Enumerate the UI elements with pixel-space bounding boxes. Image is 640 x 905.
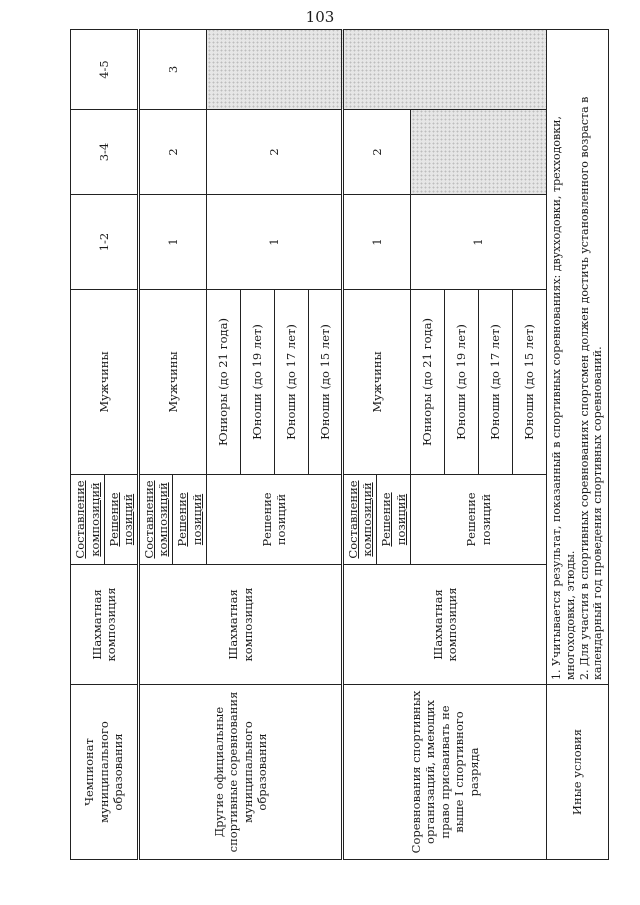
type-cell: Решение позиций <box>377 475 411 565</box>
place-cell: 2 <box>343 110 411 195</box>
table-stage <box>70 30 605 860</box>
youth-group: Юноши (до 17 лет) <box>479 290 513 475</box>
youth-group: Юноши (до 15 лет) <box>513 290 547 475</box>
competition-name: Другие официальные спортивные соревнования муниципального образования <box>139 685 343 860</box>
type-cell: Решение позиций <box>207 475 343 565</box>
qualification-table <box>70 29 609 860</box>
note-2: 2. Для участия в спортивных соревнованиях спортсмен должен достичь установленного возраста в календарный год проведения спортивных соревнований. <box>577 96 605 680</box>
place-cell: 1 <box>343 195 411 290</box>
discipline-cell: Шахматная композиция <box>343 565 547 685</box>
table-row <box>547 30 609 860</box>
other-conditions-label: Иные условия <box>547 685 609 860</box>
note-1: 1. Учитывается результат, показанный в спортивных соревнованиях: двухходовки, трехходовки, многоходовки, этюды. <box>550 116 577 680</box>
group-cell: Мужчины <box>139 290 207 475</box>
discipline-cell: Шахматная композиция <box>71 565 139 685</box>
place-cell: 1 <box>207 195 343 290</box>
rotated-sheet <box>70 30 605 860</box>
competition-name: Чемпионат муниципального образования <box>71 685 139 860</box>
place-cell: 2 <box>139 110 207 195</box>
youth-group: Юноши (до 17 лет) <box>275 290 309 475</box>
discipline-cell: Шахматная композиция <box>139 565 343 685</box>
type-cell: Решение позиций <box>411 475 547 565</box>
youth-group: Юниоры (до 21 года) <box>207 290 241 475</box>
group-cell: Мужчины <box>71 290 139 475</box>
page-number: 103 <box>305 8 335 26</box>
place-cell: 3-4 <box>71 110 139 195</box>
table-row <box>139 30 173 860</box>
type-cell: Решение позиций <box>105 475 139 565</box>
empty-hatched-cell <box>207 30 343 110</box>
type-cell: Составление композиций <box>343 475 377 565</box>
youth-group: Юноши (до 15 лет) <box>309 290 343 475</box>
place-cell: 1 <box>411 195 547 290</box>
group-cell: Мужчины <box>343 290 411 475</box>
type-cell: Составление композиций <box>139 475 173 565</box>
place-cell: 4-5 <box>71 30 139 110</box>
place-cell: 1-2 <box>71 195 139 290</box>
other-conditions-notes <box>547 30 609 685</box>
empty-hatched-cell <box>343 30 547 110</box>
youth-group: Юноши (до 19 лет) <box>445 290 479 475</box>
place-cell: 3 <box>139 30 207 110</box>
type-cell: Составление композиций <box>71 475 105 565</box>
type-cell: Решение позиций <box>173 475 207 565</box>
table-row <box>71 30 105 860</box>
youth-group: Юноши (до 19 лет) <box>241 290 275 475</box>
table-row <box>343 30 377 860</box>
empty-hatched-cell <box>411 110 547 195</box>
competition-name: Соревнования спортивных организаций, имеющих право присваивать не выше I спортивного разряда <box>343 685 547 860</box>
youth-group: Юниоры (до 21 года) <box>411 290 445 475</box>
place-cell: 1 <box>139 195 207 290</box>
place-cell: 2 <box>207 110 343 195</box>
